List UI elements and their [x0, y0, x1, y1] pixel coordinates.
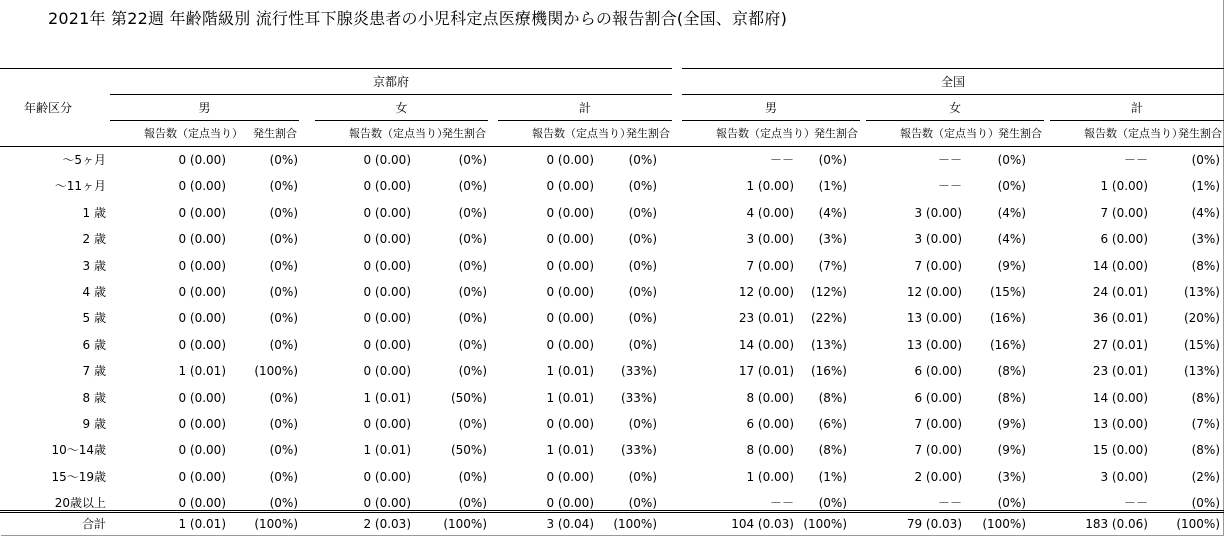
- kyoto-total-rate: (0%): [628, 417, 657, 431]
- national-female-rate: (0%): [997, 179, 1026, 194]
- national-total-reports: 1 (0.00): [1100, 179, 1148, 194]
- national-female-reports: 6 (0.00): [914, 364, 962, 379]
- kyoto-female-reports: 0 (0.00): [363, 311, 411, 326]
- kyoto-male-reports: 0 (0.00): [178, 258, 226, 273]
- kyoto-male-reports: 0 (0.00): [178, 311, 226, 326]
- kyoto-header: 京都府: [372, 75, 410, 89]
- national-total-rate: (7%): [1191, 417, 1220, 431]
- kyoto-female-reports: 0 (0.00): [363, 232, 411, 247]
- kyoto-male-reports: 0 (0.00): [178, 153, 226, 167]
- kyoto-total-reports: 0 (0.00): [546, 232, 594, 247]
- national-female-rate: (15%): [989, 285, 1026, 299]
- header-bottom-line: [0, 146, 1224, 147]
- national-female-reports: －－: [937, 153, 962, 167]
- kyoto-female-reports: 0 (0.00): [363, 285, 411, 299]
- kyoto-male-reports: 0 (0.00): [178, 496, 226, 511]
- kyoto-female-rate: (0%): [458, 205, 487, 220]
- kyoto-female-reports: 1 (0.01): [363, 443, 411, 458]
- national-female-rate: (3%): [997, 469, 1026, 484]
- kyoto-total-rate: (33%): [620, 443, 657, 458]
- national-total-reports: 6 (0.00): [1100, 232, 1148, 247]
- rate-column-header: 発生割合: [626, 127, 670, 140]
- national-male-rate: (7%): [818, 258, 847, 273]
- kyoto-total-reports: 1 (0.01): [546, 443, 594, 458]
- kyoto-male-rate: (0%): [269, 390, 298, 405]
- total-separator-line: [0, 510, 1224, 513]
- kyoto-male-rate: (100%): [254, 364, 298, 379]
- kyoto-total-rate: (33%): [620, 390, 657, 405]
- kyoto-male-reports: 0 (0.00): [178, 469, 226, 484]
- kyoto-male-rate: (0%): [269, 258, 298, 273]
- table-row-age: 8 歳: [82, 390, 106, 405]
- national-female-rate: (4%): [997, 232, 1026, 247]
- national-female-reports: 6 (0.00): [914, 390, 962, 405]
- group-rule: [682, 94, 1224, 95]
- kyoto-total-rate: (0%): [628, 205, 657, 220]
- national-male-reports: 4 (0.00): [746, 205, 794, 220]
- kyoto-female-reports: 0 (0.00): [363, 417, 411, 431]
- kyoto-male-rate: (0%): [269, 232, 298, 247]
- national-male-rate: (13%): [810, 337, 847, 352]
- kyoto-male-reports: 0 (0.00): [178, 443, 226, 458]
- national-male-rate: (4%): [818, 205, 847, 220]
- national-male-rate: (8%): [818, 390, 847, 405]
- reports-column-header: 報告数（定点当り）: [1084, 127, 1183, 140]
- table-row-age: ～11ヶ月: [54, 179, 106, 194]
- national-female-reports: 2 (0.00): [914, 469, 962, 484]
- national-male-reports: －－: [769, 153, 794, 167]
- kyoto-female-rate: (0%): [458, 337, 487, 352]
- rate-column-header: 発生割合: [998, 127, 1042, 140]
- reports-column-header: 報告数（定点当り）: [716, 127, 815, 140]
- national-total-reports: 13 (0.00): [1092, 417, 1148, 431]
- national-male-reports: 1 (0.00): [746, 469, 794, 484]
- kyoto-male-header: 男: [198, 101, 211, 115]
- national-total-rate: (0%): [1191, 496, 1220, 511]
- rate-column-header: 発生割合: [253, 127, 297, 140]
- national-total-rate: (8%): [1191, 258, 1220, 273]
- national-total-rate: (100%): [1176, 517, 1220, 531]
- national-total-rate: (20%): [1183, 311, 1220, 326]
- national-total-rate: (2%): [1191, 469, 1220, 484]
- national-total-reports: 24 (0.01): [1092, 285, 1148, 299]
- national-male-rate: (12%): [810, 285, 847, 299]
- kyoto-female-rate: (0%): [458, 179, 487, 194]
- national-total-reports: 7 (0.00): [1100, 205, 1148, 220]
- kyoto-total-rate: (0%): [628, 258, 657, 273]
- national-total-reports: 14 (0.00): [1092, 258, 1148, 273]
- national-male-rate: (1%): [818, 469, 847, 484]
- kyoto-male-reports: 0 (0.00): [178, 232, 226, 247]
- national-male-header: 男: [764, 101, 778, 115]
- kyoto-female-rate: (0%): [458, 469, 487, 484]
- kyoto-total-reports: 1 (0.01): [546, 390, 594, 405]
- national-total-reports: 183 (0.06): [1085, 517, 1148, 531]
- national-total-reports: 36 (0.01): [1092, 311, 1148, 326]
- national-male-rate: (100%): [803, 517, 847, 531]
- national-female-header: 女: [948, 101, 962, 115]
- kyoto-total-reports: 0 (0.00): [546, 153, 594, 167]
- national-female-reports: 12 (0.00): [906, 285, 962, 299]
- national-total-reports: －－: [1123, 496, 1148, 511]
- reports-column-header: 報告数（定点当り）: [532, 127, 631, 140]
- table-row-age: 2 歳: [82, 232, 106, 247]
- national-total-reports: 27 (0.01): [1092, 337, 1148, 352]
- table-row-age: 15～19歳: [51, 469, 106, 484]
- header-top-line: [682, 68, 1224, 69]
- national-female-reports: －－: [937, 496, 962, 511]
- national-female-reports: 7 (0.00): [914, 417, 962, 431]
- national-total-header: 計: [1130, 101, 1144, 115]
- rate-column-header: 発生割合: [442, 127, 486, 140]
- kyoto-male-reports: 0 (0.00): [178, 417, 226, 431]
- national-female-rate: (16%): [989, 337, 1026, 352]
- kyoto-female-rate: (0%): [458, 285, 487, 299]
- kyoto-total-rate: (0%): [628, 232, 657, 247]
- kyoto-female-reports: 0 (0.00): [363, 258, 411, 273]
- national-total-rate: (4%): [1191, 205, 1220, 220]
- national-male-reports: 17 (0.01): [738, 364, 794, 379]
- kyoto-female-rate: (50%): [450, 390, 487, 405]
- national-male-reports: 6 (0.00): [746, 417, 794, 431]
- kyoto-total-reports: 0 (0.00): [546, 469, 594, 484]
- national-male-reports: 8 (0.00): [746, 443, 794, 458]
- national-total-rate: (13%): [1183, 285, 1220, 299]
- table-row-age: ～5ヶ月: [62, 153, 106, 167]
- kyoto-male-rate: (0%): [269, 337, 298, 352]
- national-total-rate: (8%): [1191, 390, 1220, 405]
- kyoto-female-rate: (0%): [458, 364, 487, 379]
- kyoto-female-rate: (0%): [458, 153, 487, 167]
- national-female-rate: (0%): [997, 496, 1026, 511]
- kyoto-male-reports: 1 (0.01): [178, 364, 226, 379]
- kyoto-total-reports: 0 (0.00): [546, 179, 594, 194]
- table-row-age: 7 歳: [82, 364, 106, 379]
- national-male-rate: (22%): [810, 311, 847, 326]
- kyoto-total-rate: (100%): [613, 517, 657, 531]
- kyoto-male-rate: (0%): [269, 311, 298, 326]
- kyoto-total-rate: (0%): [628, 311, 657, 326]
- national-male-rate: (0%): [818, 153, 847, 167]
- national-total-rate: (15%): [1183, 337, 1220, 352]
- kyoto-total-rate: (0%): [628, 153, 657, 167]
- national-female-reports: 3 (0.00): [914, 205, 962, 220]
- kyoto-female-rate: (0%): [458, 232, 487, 247]
- national-female-rate: (16%): [989, 311, 1026, 326]
- national-male-rate: (0%): [818, 496, 847, 511]
- national-female-reports: 79 (0.03): [906, 517, 962, 531]
- reports-column-header: 報告数（定点当り）: [349, 127, 448, 140]
- kyoto-total-rate: (0%): [628, 469, 657, 484]
- kyoto-male-rate: (0%): [269, 205, 298, 220]
- national-female-reports: 3 (0.00): [914, 232, 962, 247]
- kyoto-male-reports: 1 (0.01): [178, 517, 226, 531]
- table-row-age: 5 歳: [82, 311, 106, 326]
- national-male-rate: (6%): [818, 417, 847, 431]
- kyoto-total-rate: (0%): [628, 285, 657, 299]
- age-column-header: 年齢区分: [23, 101, 73, 115]
- table-row-age: 4 歳: [82, 285, 106, 299]
- national-total-reports: －－: [1123, 153, 1148, 167]
- table-row-age: 10～14歳: [51, 443, 106, 458]
- kyoto-total-reports: 0 (0.00): [546, 337, 594, 352]
- kyoto-female-rate: (50%): [450, 443, 487, 458]
- national-male-rate: (16%): [810, 364, 847, 379]
- national-female-reports: 13 (0.00): [906, 337, 962, 352]
- kyoto-total-rate: (33%): [620, 364, 657, 379]
- national-male-reports: 3 (0.00): [746, 232, 794, 247]
- table-row-age: 6 歳: [82, 337, 106, 352]
- subgroup-rule: [866, 120, 1044, 121]
- kyoto-female-reports: 0 (0.00): [363, 179, 411, 194]
- subgroup-rule: [110, 120, 299, 121]
- subgroup-rule: [1050, 120, 1224, 121]
- national-male-rate: (3%): [818, 232, 847, 247]
- table-row-age: 20歳以上: [54, 496, 106, 511]
- kyoto-total-reports: 0 (0.00): [546, 311, 594, 326]
- kyoto-total-rate: (0%): [628, 496, 657, 511]
- kyoto-female-reports: 0 (0.00): [363, 496, 411, 511]
- national-total-rate: (8%): [1191, 443, 1220, 458]
- kyoto-total-reports: 0 (0.00): [546, 417, 594, 431]
- kyoto-male-reports: 0 (0.00): [178, 390, 226, 405]
- kyoto-female-rate: (0%): [458, 496, 487, 511]
- table-row-age: 9 歳: [82, 417, 106, 431]
- table-row-age: 3 歳: [82, 258, 106, 273]
- national-male-reports: 14 (0.00): [738, 337, 794, 352]
- national-female-rate: (8%): [997, 390, 1026, 405]
- national-total-reports: 23 (0.01): [1092, 364, 1148, 379]
- national-female-reports: 7 (0.00): [914, 443, 962, 458]
- kyoto-male-reports: 0 (0.00): [178, 285, 226, 299]
- national-male-reports: 104 (0.03): [731, 517, 794, 531]
- header-top-line: [0, 68, 672, 69]
- kyoto-female-reports: 0 (0.00): [363, 364, 411, 379]
- national-female-rate: (9%): [997, 417, 1026, 431]
- subgroup-rule: [682, 120, 860, 121]
- national-female-reports: 13 (0.00): [906, 311, 962, 326]
- kyoto-female-reports: 0 (0.00): [363, 153, 411, 167]
- subgroup-rule: [498, 120, 672, 121]
- kyoto-total-rate: (0%): [628, 179, 657, 194]
- group-rule: [110, 94, 672, 95]
- national-female-rate: (0%): [997, 153, 1026, 167]
- kyoto-female-header: 女: [395, 101, 408, 115]
- national-female-rate: (100%): [982, 517, 1026, 531]
- national-male-reports: 8 (0.00): [746, 390, 794, 405]
- national-male-rate: (8%): [818, 443, 847, 458]
- kyoto-male-rate: (100%): [254, 517, 298, 531]
- kyoto-total-rate: (0%): [628, 337, 657, 352]
- kyoto-female-rate: (0%): [458, 417, 487, 431]
- national-male-reports: 23 (0.01): [738, 311, 794, 326]
- kyoto-male-rate: (0%): [269, 469, 298, 484]
- kyoto-female-rate: (100%): [443, 517, 487, 531]
- national-total-rate: (3%): [1191, 232, 1220, 247]
- rate-column-header: 発生割合: [1178, 127, 1222, 140]
- kyoto-total-reports: 0 (0.00): [546, 205, 594, 220]
- kyoto-female-rate: (0%): [458, 258, 487, 273]
- page-title: 2021年 第22週 年齢階級別 流行性耳下腺炎患者の小児科定点医療機関からの報告割合(全国、京都府): [48, 9, 788, 28]
- reports-column-header: 報告数（定点当り）: [144, 127, 243, 140]
- national-male-reports: 7 (0.00): [746, 258, 794, 273]
- kyoto-female-reports: 2 (0.03): [363, 517, 411, 531]
- national-total-reports: 15 (0.00): [1092, 443, 1148, 458]
- national-female-rate: (4%): [997, 205, 1026, 220]
- national-male-rate: (1%): [818, 179, 847, 194]
- subgroup-rule: [315, 120, 488, 121]
- kyoto-female-rate: (0%): [458, 311, 487, 326]
- national-total-rate: (13%): [1183, 364, 1220, 379]
- kyoto-female-reports: 1 (0.01): [363, 390, 411, 405]
- kyoto-male-reports: 0 (0.00): [178, 179, 226, 194]
- kyoto-male-rate: (0%): [269, 285, 298, 299]
- kyoto-total-reports: 0 (0.00): [546, 285, 594, 299]
- national-female-reports: 7 (0.00): [914, 258, 962, 273]
- reports-column-header: 報告数（定点当り）: [900, 127, 999, 140]
- kyoto-male-reports: 0 (0.00): [178, 205, 226, 220]
- kyoto-female-reports: 0 (0.00): [363, 337, 411, 352]
- national-male-reports: 12 (0.00): [738, 285, 794, 299]
- national-header: 全国: [940, 75, 966, 89]
- rate-column-header: 発生割合: [814, 127, 858, 140]
- kyoto-male-rate: (0%): [269, 443, 298, 458]
- kyoto-total-reports: 0 (0.00): [546, 496, 594, 511]
- kyoto-total-reports: 0 (0.00): [546, 258, 594, 273]
- national-total-reports: 14 (0.00): [1092, 390, 1148, 405]
- national-total-rate: (0%): [1191, 153, 1220, 167]
- total-row-age: 合計: [81, 517, 106, 531]
- kyoto-total-reports: 3 (0.04): [546, 517, 594, 531]
- kyoto-total-header: 計: [578, 101, 592, 115]
- national-total-reports: 3 (0.00): [1100, 469, 1148, 484]
- kyoto-male-reports: 0 (0.00): [178, 337, 226, 352]
- kyoto-total-reports: 1 (0.01): [546, 364, 594, 379]
- kyoto-male-rate: (0%): [269, 153, 298, 167]
- national-male-reports: 1 (0.00): [746, 179, 794, 194]
- kyoto-male-rate: (0%): [269, 417, 298, 431]
- national-female-rate: (9%): [997, 443, 1026, 458]
- kyoto-female-reports: 0 (0.00): [363, 205, 411, 220]
- kyoto-male-rate: (0%): [269, 179, 298, 194]
- national-female-rate: (9%): [997, 258, 1026, 273]
- national-female-reports: －－: [937, 179, 962, 194]
- national-total-rate: (1%): [1191, 179, 1220, 194]
- national-female-rate: (8%): [997, 364, 1026, 379]
- kyoto-female-reports: 0 (0.00): [363, 469, 411, 484]
- table-row-age: 1 歳: [82, 205, 106, 220]
- national-male-reports: －－: [769, 496, 794, 511]
- kyoto-male-rate: (0%): [269, 496, 298, 511]
